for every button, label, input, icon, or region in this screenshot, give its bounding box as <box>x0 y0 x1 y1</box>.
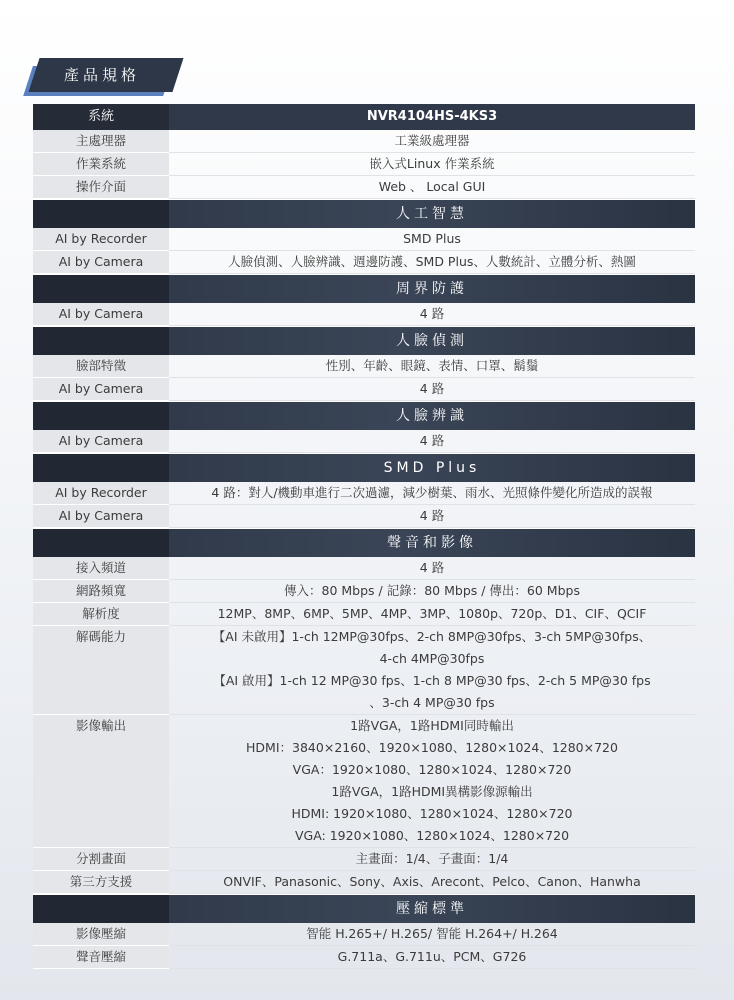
spec-value <box>169 482 695 505</box>
spec-label: 影像壓縮 <box>33 923 169 946</box>
section-title: 聲音和影像 <box>387 535 477 551</box>
spec-row <box>33 505 695 528</box>
spec-value-line: 、3-ch 4 MP@30 fps <box>369 695 495 710</box>
section-title: 人工智慧 <box>396 206 468 222</box>
spec-value-line: 【AI 未啟用】1-ch 12MP@30fps、2-ch 8MP@30fps、3-ch 5MP@30fps、 <box>212 629 652 644</box>
spec-label: 臉部特徵 <box>33 355 169 378</box>
spec-label: AI by Camera <box>33 251 169 274</box>
spec-value <box>169 378 695 401</box>
spec-label: 作業系統 <box>33 153 169 176</box>
spec-value <box>169 355 695 378</box>
spec-value-line: 【AI 啟用】1-ch 12 MP@30 fps、1-ch 8 MP@30 fps、2-ch 5 MP@30 fps <box>213 673 651 688</box>
spec-value <box>169 946 695 969</box>
spec-value <box>169 505 695 528</box>
spec-value-line: VGA：1920×1080、1280×1024、1280×720 <box>292 762 572 777</box>
spec-value-line: 4 路：對人/機動車進行二次過濾，減少樹葉、雨水、光照條件變化所造成的誤報 <box>211 485 653 500</box>
spec-row <box>33 603 695 626</box>
spec-row <box>33 626 695 715</box>
spec-value-line: 4 路 <box>419 433 445 448</box>
spec-value-line: 嵌入式Linux 作業系統 <box>369 156 495 171</box>
spec-value-line: SMD Plus <box>403 231 461 246</box>
section-title: 人臉辨識 <box>396 408 468 424</box>
spec-value-line: 人臉偵測、人臉辨識、週邊防護、SMD Plus、人數統計、立體分析、熱圖 <box>228 254 636 269</box>
spec-row <box>33 176 695 199</box>
spec-value-line: 傳入：80 Mbps / 記錄：80 Mbps / 傳出：60 Mbps <box>284 583 580 598</box>
spec-value <box>169 130 695 153</box>
spec-value <box>169 251 695 274</box>
spec-value-line: 4-ch 4MP@30fps <box>379 651 485 666</box>
spec-label: 操作介面 <box>33 176 169 199</box>
section-header-spacer <box>33 327 169 355</box>
spec-value-line: 性別、年齡、眼鏡、表情、口罩、鬍鬚 <box>325 358 539 373</box>
spec-row <box>33 482 695 505</box>
section-header <box>33 326 695 355</box>
spec-value <box>169 153 695 176</box>
spec-row <box>33 378 695 401</box>
spec-value <box>169 848 695 871</box>
spec-value <box>169 228 695 251</box>
spec-value <box>169 626 695 715</box>
spec-label: AI by Camera <box>33 505 169 528</box>
spec-value-line: VGA: 1920×1080、1280×1024、1280×720 <box>294 828 570 843</box>
spec-table <box>33 104 695 969</box>
spec-value-line: 4 路 <box>419 560 445 575</box>
spec-value <box>169 923 695 946</box>
spec-value <box>169 430 695 453</box>
spec-value <box>169 557 695 580</box>
spec-label: 解析度 <box>33 603 169 626</box>
header-model: NVR4104HS-4KS3 <box>366 109 498 124</box>
spec-label: 接入頻道 <box>33 557 169 580</box>
section-header <box>33 453 695 482</box>
spec-label: AI by Camera <box>33 378 169 401</box>
section-header-spacer <box>33 200 169 228</box>
section-header <box>33 528 695 557</box>
spec-label: 聲音壓縮 <box>33 946 169 969</box>
spec-value-line: 智能 H.265+/ H.265/ 智能 H.264+/ H.264 <box>306 926 558 941</box>
spec-value-line: HDMI：3840×2160、1920×1080、1280×1024、1280×720 <box>246 740 618 755</box>
spec-value-line: 4 路 <box>419 306 445 321</box>
section-header <box>33 894 695 923</box>
spec-row <box>33 251 695 274</box>
spec-label: 網路頻寬 <box>33 580 169 603</box>
section-title: 人臉偵測 <box>396 333 468 349</box>
section-header <box>33 199 695 228</box>
spec-label: 主處理器 <box>33 130 169 153</box>
spec-row <box>33 153 695 176</box>
spec-value-line: 工業級處理器 <box>394 133 470 148</box>
spec-row <box>33 580 695 603</box>
section-header-spacer <box>33 454 169 482</box>
section-header <box>33 401 695 430</box>
spec-value-line: 主畫面：1/4、子畫面：1/4 <box>355 851 509 866</box>
spec-value-line: 12MP、8MP、6MP、5MP、4MP、3MP、1080p、720p、D1、CIF、QCIF <box>217 606 647 621</box>
spec-label: AI by Camera <box>33 303 169 326</box>
spec-value-line: 1路VGA，1路HDMI異構影像源輸出 <box>331 784 533 799</box>
spec-row <box>33 130 695 153</box>
spec-row <box>33 715 695 848</box>
spec-value <box>169 303 695 326</box>
spec-value-line: Web 、 Local GUI <box>378 179 486 194</box>
section-title: 壓縮標準 <box>396 901 468 917</box>
spec-value-line: G.711a、G.711u、PCM、G726 <box>337 949 527 964</box>
spec-row <box>33 871 695 894</box>
spec-value-line: HDMI: 1920×1080、1280×1024、1280×720 <box>291 806 573 821</box>
spec-value-line: 4 路 <box>419 381 445 396</box>
spec-value <box>169 871 695 894</box>
spec-row <box>33 430 695 453</box>
section-header-spacer <box>33 275 169 303</box>
spec-row <box>33 228 695 251</box>
spec-label: 分割畫面 <box>33 848 169 871</box>
spec-label: AI by Recorder <box>33 482 169 505</box>
section-header-spacer <box>33 529 169 557</box>
spec-row <box>33 923 695 946</box>
page-title: 產品規格 <box>64 66 141 84</box>
page-title-tab <box>28 58 183 92</box>
spec-value <box>169 580 695 603</box>
table-header <box>33 104 695 130</box>
spec-label: 影像輸出 <box>33 715 169 848</box>
header-label: 系統 <box>33 104 169 130</box>
section-title: SMD Plus <box>383 460 481 476</box>
section-header-spacer <box>33 402 169 430</box>
spec-value <box>169 715 695 848</box>
spec-label: AI by Camera <box>33 430 169 453</box>
spec-value <box>169 176 695 199</box>
section-title: 周界防護 <box>396 281 468 297</box>
spec-value-line: 1路VGA，1路HDMI同時輸出 <box>350 718 514 733</box>
spec-row <box>33 303 695 326</box>
spec-label: 解碼能力 <box>33 626 169 715</box>
spec-label: AI by Recorder <box>33 228 169 251</box>
spec-value-line: 4 路 <box>419 508 445 523</box>
spec-groups <box>33 130 695 969</box>
spec-value-line: ONVIF、Panasonic、Sony、Axis、Arecont、Pelco、Canon、Hanwha <box>223 874 641 889</box>
spec-row <box>33 557 695 580</box>
section-header <box>33 274 695 303</box>
spec-row <box>33 848 695 871</box>
spec-row <box>33 355 695 378</box>
section-header-spacer <box>33 895 169 923</box>
spec-row <box>33 946 695 969</box>
spec-label: 第三方支援 <box>33 871 169 894</box>
spec-value <box>169 603 695 626</box>
